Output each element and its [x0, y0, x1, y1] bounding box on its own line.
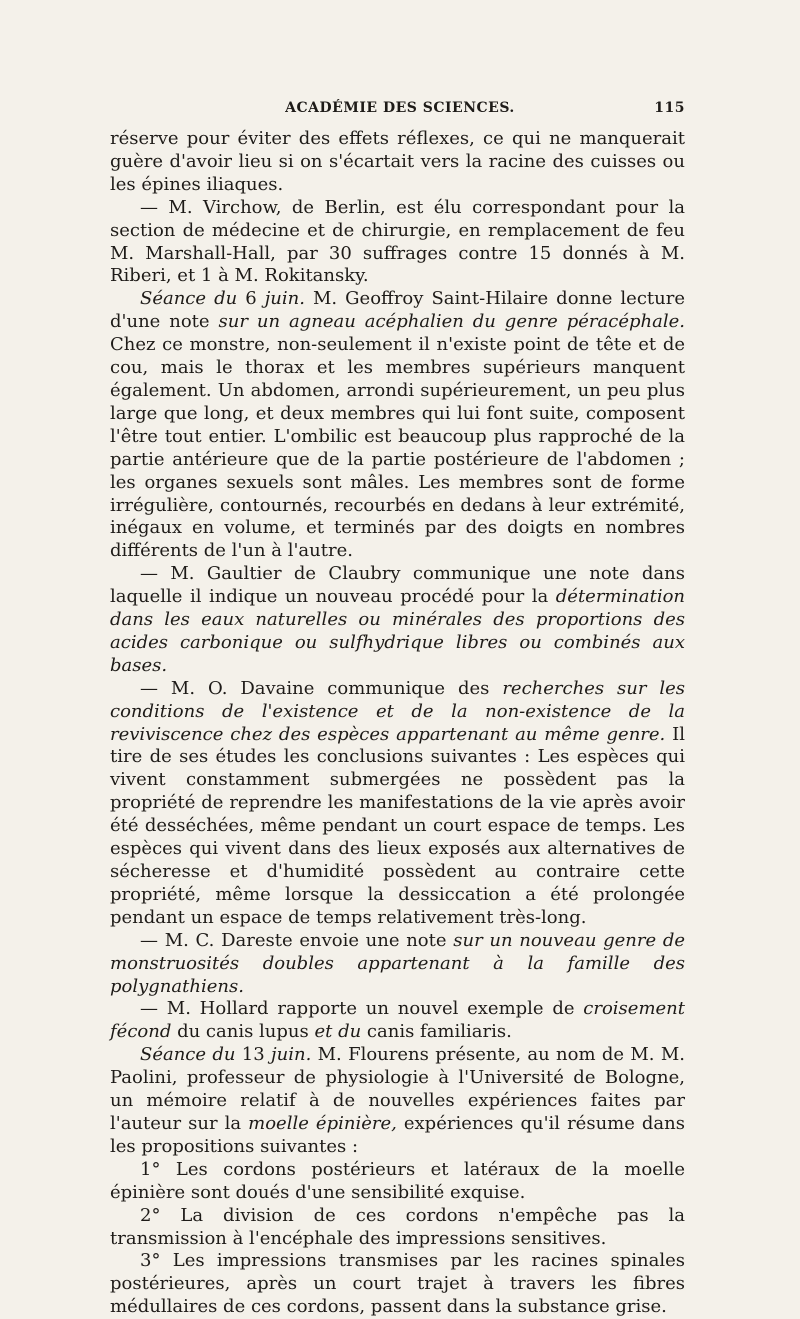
paragraph — [110, 1205, 685, 1251]
paragraph-text: 2° La division de ces cordons n'empêche pas la transmission à l'encéphale des impressions sensitives. — [110, 1204, 685, 1249]
header-title: ACADÉMIE DES SCIENCES. — [285, 100, 515, 116]
paragraph — [110, 288, 685, 563]
paragraph-text: — M. C. Dareste envoie une note — [140, 929, 454, 951]
paragraph — [110, 1159, 685, 1205]
paragraph-text: Chez ce monstre, non-seulement il n'existe point de tête et de cou, mais le thorax et les membres supérieurs manquent également. Un abdomen, arrondi supérieurement, un peu plus large que long, et deux membres qui lui font suite, composent l'être tout entier. L'ombilic est beaucoup plus rapproché de la partie antérieure que de la partie postérieure de l'abdomen ; les organes sexuels sont mâles. Les membres sont de forme irrégulière, contournés, recourbés en dedans à leur extrémité, inégaux en volume, et terminés par des doigts en nombres différents de l'un à l'autre. — [110, 334, 685, 562]
paragraph-text: 1° Les cordons postérieurs et latéraux de la moelle épinière sont doués d'une sensibilité exquise. — [110, 1158, 685, 1203]
paragraph — [110, 678, 685, 930]
paragraph-text: — M. O. Davaine communique des — [140, 677, 503, 699]
paragraph-italic: moelle épinière, — [248, 1112, 397, 1134]
paragraph-text: 3° Les impressions transmises par les racines spinales postérieures, après un court trajet à travers les fibres médullaires de ces cordons, passent dans la substance grise. — [110, 1250, 685, 1318]
paragraph-text: — M. Virchow, de Berlin, est élu correspondant pour la section de médecine et de chirurgie, en remplacement de feu M. Marshall-Hall, par 30 suffrages contre 15 donnés à M. Riberi, et 1 à M. Rokitansky. — [110, 196, 685, 287]
session-day: 6 — [237, 288, 265, 310]
paragraph-text: canis lupus — [205, 1021, 309, 1043]
paragraph-italic: sur un agneau acéphalien du genre péracéphale. — [218, 311, 685, 333]
page-number: 115 — [654, 100, 685, 116]
paragraph-text: canis familiaris. — [366, 1021, 512, 1043]
session-month: juin. — [264, 288, 305, 310]
session-month: juin. — [271, 1044, 312, 1066]
session-label: Séance du — [140, 288, 238, 310]
paragraph-text: — M. Gaultier de Claubry communique une note dans laquelle il indique un nouveau procédé pour la — [110, 563, 685, 608]
session-label: Séance du — [140, 1044, 236, 1066]
paragraph-text: expériences qu'il résume dans les propositions suivantes : — [110, 1112, 685, 1157]
paragraph — [110, 930, 685, 999]
paragraph-text: M. Flourens présente, au nom de M. M. Paolini, professeur de physiologie à l'Université de Bologne, un mémoire relatif à de nouvelles expériences faites par l'auteur sur la — [110, 1044, 685, 1134]
paragraph-italic: et du — [308, 1021, 367, 1043]
paragraph — [110, 128, 685, 197]
paragraph — [110, 197, 685, 289]
paragraph — [110, 998, 685, 1044]
paragraph-italic: recherches sur les conditions de l'existence et de la non-existence de la reviviscence chez des espèces appartenant au même genre. — [110, 677, 685, 745]
paragraph — [110, 563, 685, 678]
paragraph-italic: détermination dans les eaux naturelles ou minérales des proportions des acides carbonique ou sulfhydrique libres ou combinés aux bases. — [110, 586, 685, 676]
running-header — [115, 100, 685, 124]
paragraph-text: du — [171, 1021, 206, 1043]
session-day: 13 — [235, 1044, 272, 1066]
paragraph-text: Il tire de ses études les conclusions suivantes : Les espèces qui vivent constamment submergées ne possèdent pas la propriété de reprendre les manifestations de la vie après avoir été desséchées, même pendant un court espace de temps. Les espèces qui vivent dans des lieux exposés aux alternatives de sécheresse et d'humidité possèdent au contraire cette propriété, même lorsque la dessiccation a été prolongée pendant un espace de temps relativement très-long. — [110, 723, 685, 928]
paragraph-text: — M. Hollard rapporte un nouvel exemple de — [140, 998, 584, 1020]
paragraph-text: réserve pour éviter des effets réflexes, ce qui ne manquerait guère d'avoir lieu si on s'écartait vers la racine des cuisses ou les épines iliaques. — [110, 128, 685, 195]
body-text — [110, 128, 685, 1319]
paragraph — [110, 1044, 685, 1159]
paragraph-italic: croisement fécond — [110, 998, 685, 1043]
paragraph-text: M. Geoffroy Saint-Hilaire donne lecture d'une note — [110, 288, 685, 333]
paragraph-italic: sur un nouveau genre de monstruosités doubles appartenant à la famille des polygnathiens. — [110, 929, 686, 997]
paragraph — [110, 1250, 685, 1319]
